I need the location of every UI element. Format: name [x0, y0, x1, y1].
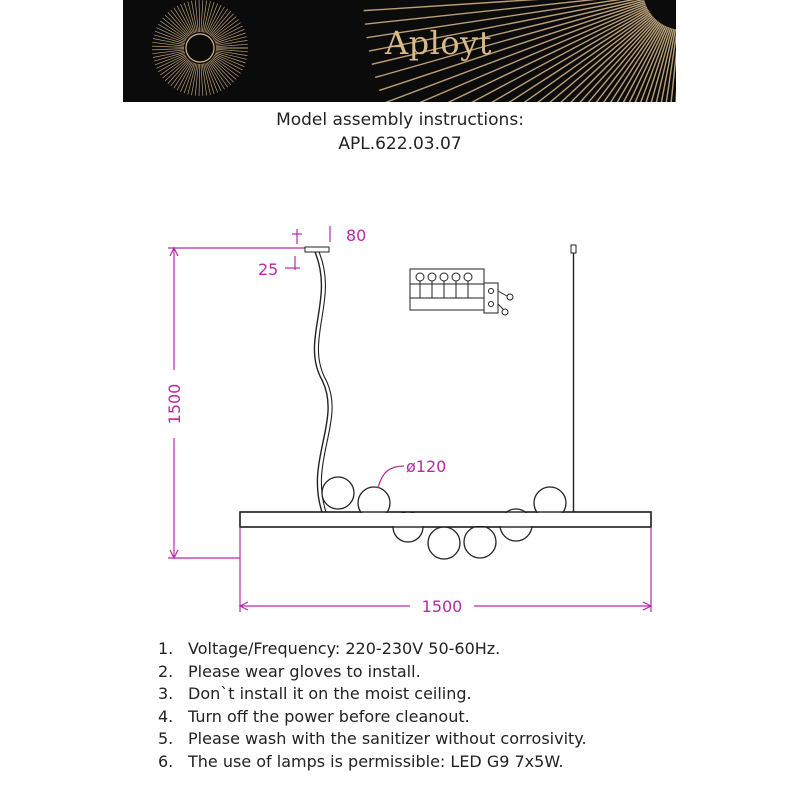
instruction-number: 6. [158, 751, 174, 771]
glass-ball [428, 527, 460, 559]
suspension-rod-cap [571, 245, 576, 253]
instruction-text: Turn off the power before cleanout. [188, 706, 470, 726]
instruction-number: 2. [158, 661, 174, 681]
instruction-number: 3. [158, 684, 174, 703]
instructions-list [158, 638, 587, 773]
instruction-item [158, 728, 587, 751]
instruction-item [158, 706, 587, 729]
instruction-item [158, 661, 587, 684]
instruction-number: 4. [158, 706, 174, 726]
glass-ball [464, 526, 496, 558]
instruction-item [158, 638, 587, 661]
brand-logo-text: Aployt [385, 24, 493, 62]
ball-diameter-leader [378, 466, 404, 488]
instruction-text: Don`t install it on the moist ceiling. [188, 684, 472, 703]
instruction-number: 1. [158, 639, 174, 658]
length-label: 1500 [421, 597, 463, 616]
model-number: APL.622.03.07 [338, 134, 462, 154]
instruction-text: Please wear gloves to install. [188, 661, 421, 681]
canopy-width-label: 80 [346, 226, 367, 245]
instruction-text: Voltage/Frequency: 220-230V 50-60Hz. [188, 639, 501, 658]
height-label: 1500 [165, 383, 184, 425]
instruction-text: Please wash with the sanitizer without corrosivity. [188, 729, 587, 748]
glass-ball [322, 477, 354, 509]
instruction-text: The use of lamps is permissible: LED G9 7x5W. [188, 751, 564, 771]
ball-diameter-label: ø120 [406, 457, 447, 476]
instruction-item [158, 683, 587, 706]
wiring-diagram-icon [410, 269, 513, 315]
canopy-height-label: 25 [258, 260, 279, 279]
instruction-item [158, 751, 587, 774]
instruction-number: 5. [158, 729, 174, 748]
page-title: Model assembly instructions: [276, 110, 524, 130]
ceiling-canopy [305, 247, 329, 252]
